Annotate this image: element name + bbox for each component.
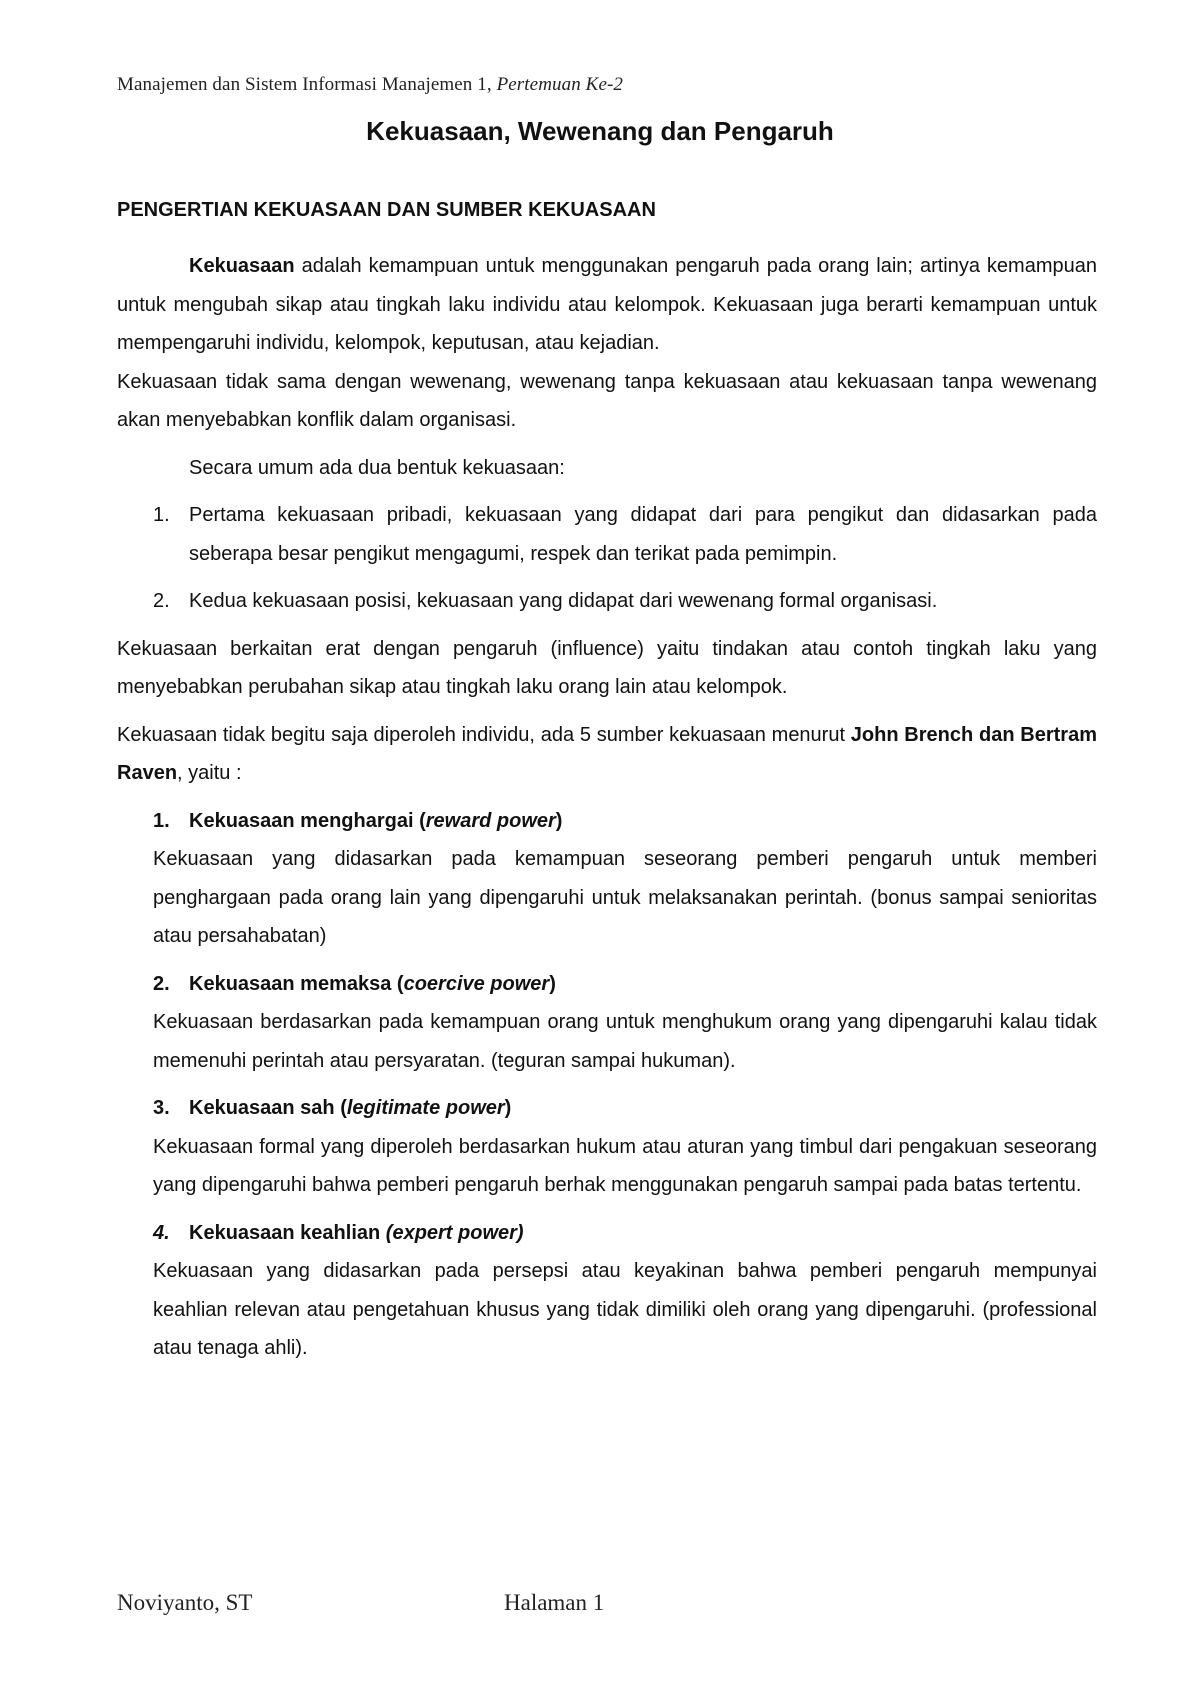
sources-intro-after: , yaitu : bbox=[177, 762, 242, 784]
intro-paragraph bbox=[117, 247, 1097, 363]
running-header bbox=[117, 74, 623, 96]
forms-list bbox=[117, 496, 1097, 621]
source-term: coercive power bbox=[403, 972, 550, 995]
source-item bbox=[117, 1214, 1097, 1368]
list-item bbox=[117, 582, 1097, 621]
sources-intro-authors: John Brench dan Bertram Raven bbox=[117, 723, 1097, 784]
source-heading bbox=[117, 1089, 1097, 1128]
source-description: Kekuasaan formal yang diperoleh berdasarkan hukum atau aturan yang timbul dari pengakuan seseorang yang dipengaruhi bahwa pemberi pengaruh berhak menggunakan pengaruh sampai pada batas tertentu. bbox=[153, 1135, 1097, 1196]
source-label: Kekuasaan memaksa ( bbox=[189, 972, 404, 995]
sources-list bbox=[117, 802, 1097, 1368]
source-label: Kekuasaan menghargai ( bbox=[189, 809, 426, 832]
two-forms-paragraph: Secara umum ada dua bentuk kekuasaan: bbox=[189, 456, 565, 479]
list-text: Kedua kekuasaan posisi, kekuasaan yang didapat dari wewenang formal organisasi. bbox=[189, 590, 938, 612]
source-description: Kekuasaan yang didasarkan pada kemampuan seseorang pemberi pengaruh untuk memberi penghargaan pada orang lain yang dipengaruhi untuk melaksanakan perintah. (bonus sampai senioritas atau persahabatan) bbox=[153, 848, 1097, 947]
source-label: Kekuasaan keahlian bbox=[189, 1221, 386, 1244]
intro-term: Kekuasaan bbox=[189, 255, 295, 277]
source-number: 1. bbox=[153, 809, 170, 832]
source-heading bbox=[117, 802, 1097, 841]
source-item bbox=[117, 965, 1097, 1081]
document-body bbox=[117, 247, 1097, 1368]
source-description: Kekuasaan berdasarkan pada kemampuan orang untuk menghukum orang yang dipengaruhi kalau tidak memenuhi perintah atau persyaratan. (teguran sampai hukuman). bbox=[153, 1011, 1097, 1072]
header-meeting: Pertemuan Ke-2 bbox=[496, 74, 624, 95]
source-close: ) bbox=[504, 1097, 512, 1119]
source-description: Kekuasaan yang didasarkan pada persepsi atau keyakinan bahwa pemberi pengaruh mempunyai keahlian relevan atau pengetahuan khusus yang tidak dimiliki oleh orang yang dipengaruhi. (professional atau tenaga ahli). bbox=[153, 1260, 1097, 1359]
source-item bbox=[117, 802, 1097, 956]
source-number: 4. bbox=[153, 1221, 170, 1244]
header-course: Manajemen dan Sistem Informasi Manajemen 1, bbox=[117, 74, 492, 95]
source-term: (expert power) bbox=[385, 1221, 524, 1244]
section-heading: PENGERTIAN KEKUASAAN DAN SUMBER KEKUASAAN bbox=[117, 199, 656, 221]
source-close: ) bbox=[549, 972, 556, 995]
list-item bbox=[117, 496, 1097, 573]
sources-intro-paragraph bbox=[117, 716, 1097, 793]
source-heading bbox=[117, 965, 1097, 1004]
document-title: Kekuasaan, Wewenang dan Pengaruh bbox=[366, 116, 834, 146]
source-item bbox=[117, 1089, 1097, 1205]
source-term: legitimate power bbox=[346, 1097, 505, 1119]
influence-paragraph: Kekuasaan berkaitan erat dengan pengaruh (influence) yaitu tindakan atau contoh tingkah laku yang menyebabkan perubahan sikap atau tingkah laku orang lain atau kelompok. bbox=[117, 637, 1097, 698]
list-number: 2. bbox=[153, 590, 170, 612]
footer-author: Noviyanto, ST bbox=[117, 1590, 253, 1615]
source-label: Kekuasaan sah ( bbox=[189, 1097, 347, 1119]
list-number: 1. bbox=[153, 504, 170, 526]
source-number: 2. bbox=[153, 972, 170, 995]
source-close: ) bbox=[555, 809, 563, 832]
source-term: reward power bbox=[425, 809, 556, 832]
footer-page-number: Halaman 1 bbox=[504, 1590, 605, 1615]
intro-definition: adalah kemampuan untuk menggunakan pengaruh pada orang lain; artinya kemampuan untuk mengubah sikap atau tingkah laku individu atau kelompok. Kekuasaan juga berarti kemampuan untuk mempengaruhi individu, kelompok, keputusan, atau kejadian. bbox=[117, 255, 1097, 354]
source-number: 3. bbox=[153, 1097, 170, 1119]
list-text: Pertama kekuasaan pribadi, kekuasaan yang didapat dari para pengikut dan didasarkan pada seberapa besar pengikut mengagumi, respek dan terikat pada pemimpin. bbox=[189, 504, 1097, 565]
sources-intro-before: Kekuasaan tidak begitu saja diperoleh individu, ada 5 sumber kekuasaan menurut bbox=[117, 723, 851, 746]
conflict-paragraph: Kekuasaan tidak sama dengan wewenang, wewenang tanpa kekuasaan atau kekuasaan tanpa wewenang akan menyebabkan konflik dalam organisasi. bbox=[117, 370, 1097, 431]
source-heading bbox=[117, 1214, 1097, 1253]
